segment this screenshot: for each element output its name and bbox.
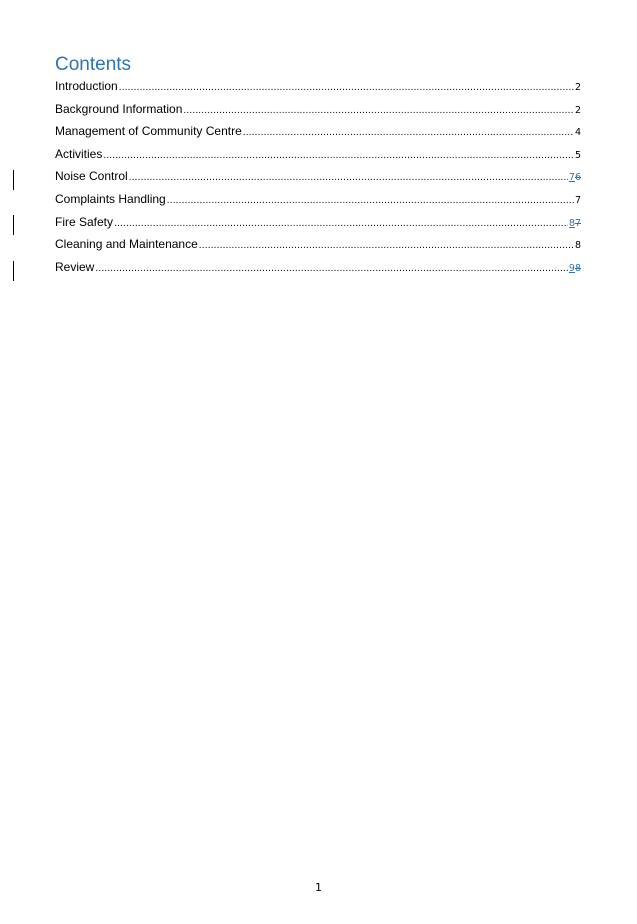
toc-dot-leader [103, 150, 574, 161]
toc-entry-title: Introduction [55, 79, 118, 93]
toc-entry-management-of-community-centre[interactable] [55, 124, 581, 147]
toc-entry-page: 7 [574, 194, 581, 206]
page-number: 1 [315, 881, 322, 894]
toc-entry-title: Background Information [55, 101, 183, 116]
toc-entry-page-tracked [569, 218, 581, 229]
deleted-page-number: 6 [574, 172, 581, 184]
change-bar-noise-control [13, 170, 14, 190]
toc-entry-complaints-handling[interactable] [55, 192, 581, 215]
contents-heading: Contents [55, 54, 132, 75]
table-of-contents [55, 79, 581, 282]
toc-dot-leader [199, 240, 574, 251]
change-bar-fire-safety [13, 215, 14, 235]
toc-entry-review[interactable] [55, 260, 581, 283]
toc-entry-introduction[interactable] [55, 79, 581, 102]
toc-entry-title: Management of Community Centre [55, 124, 242, 139]
toc-entry-title: Noise Control [55, 169, 128, 184]
toc-dot-leader [119, 82, 574, 93]
toc-entry-activities[interactable] [55, 147, 581, 170]
toc-entry-fire-safety[interactable] [55, 215, 581, 238]
toc-dot-leader [114, 218, 568, 229]
toc-dot-leader [183, 105, 574, 116]
toc-dot-leader [129, 172, 568, 183]
toc-dot-leader [95, 263, 568, 274]
toc-dot-leader [167, 195, 574, 206]
change-bar-review [13, 261, 14, 281]
deleted-page-number: 8 [574, 262, 581, 274]
toc-entry-title: Activities [55, 146, 103, 161]
toc-entry-title: Review [55, 259, 95, 274]
toc-entry-page: 5 [574, 149, 581, 161]
toc-entry-page-tracked [569, 172, 581, 183]
toc-entry-page: 8 [574, 240, 581, 252]
inserted-page-number: 7 [568, 172, 575, 184]
toc-entry-title: Fire Safety [55, 214, 114, 229]
toc-entry-page: 2 [574, 82, 581, 93]
inserted-page-number: 8 [568, 217, 575, 229]
toc-dot-leader [243, 127, 574, 138]
toc-entry-title: Complaints Handling [55, 191, 166, 206]
toc-entry-cleaning-and-maintenance[interactable] [55, 237, 581, 260]
inserted-page-number: 9 [568, 262, 575, 274]
toc-entry-noise-control[interactable] [55, 169, 581, 192]
deleted-page-number: 7 [574, 217, 581, 229]
toc-entry-page-tracked [569, 263, 581, 274]
toc-entry-background-information[interactable] [55, 102, 581, 125]
toc-entry-page: 4 [574, 127, 581, 139]
toc-entry-page: 2 [574, 104, 581, 116]
toc-entry-title: Cleaning and Maintenance [55, 237, 198, 252]
